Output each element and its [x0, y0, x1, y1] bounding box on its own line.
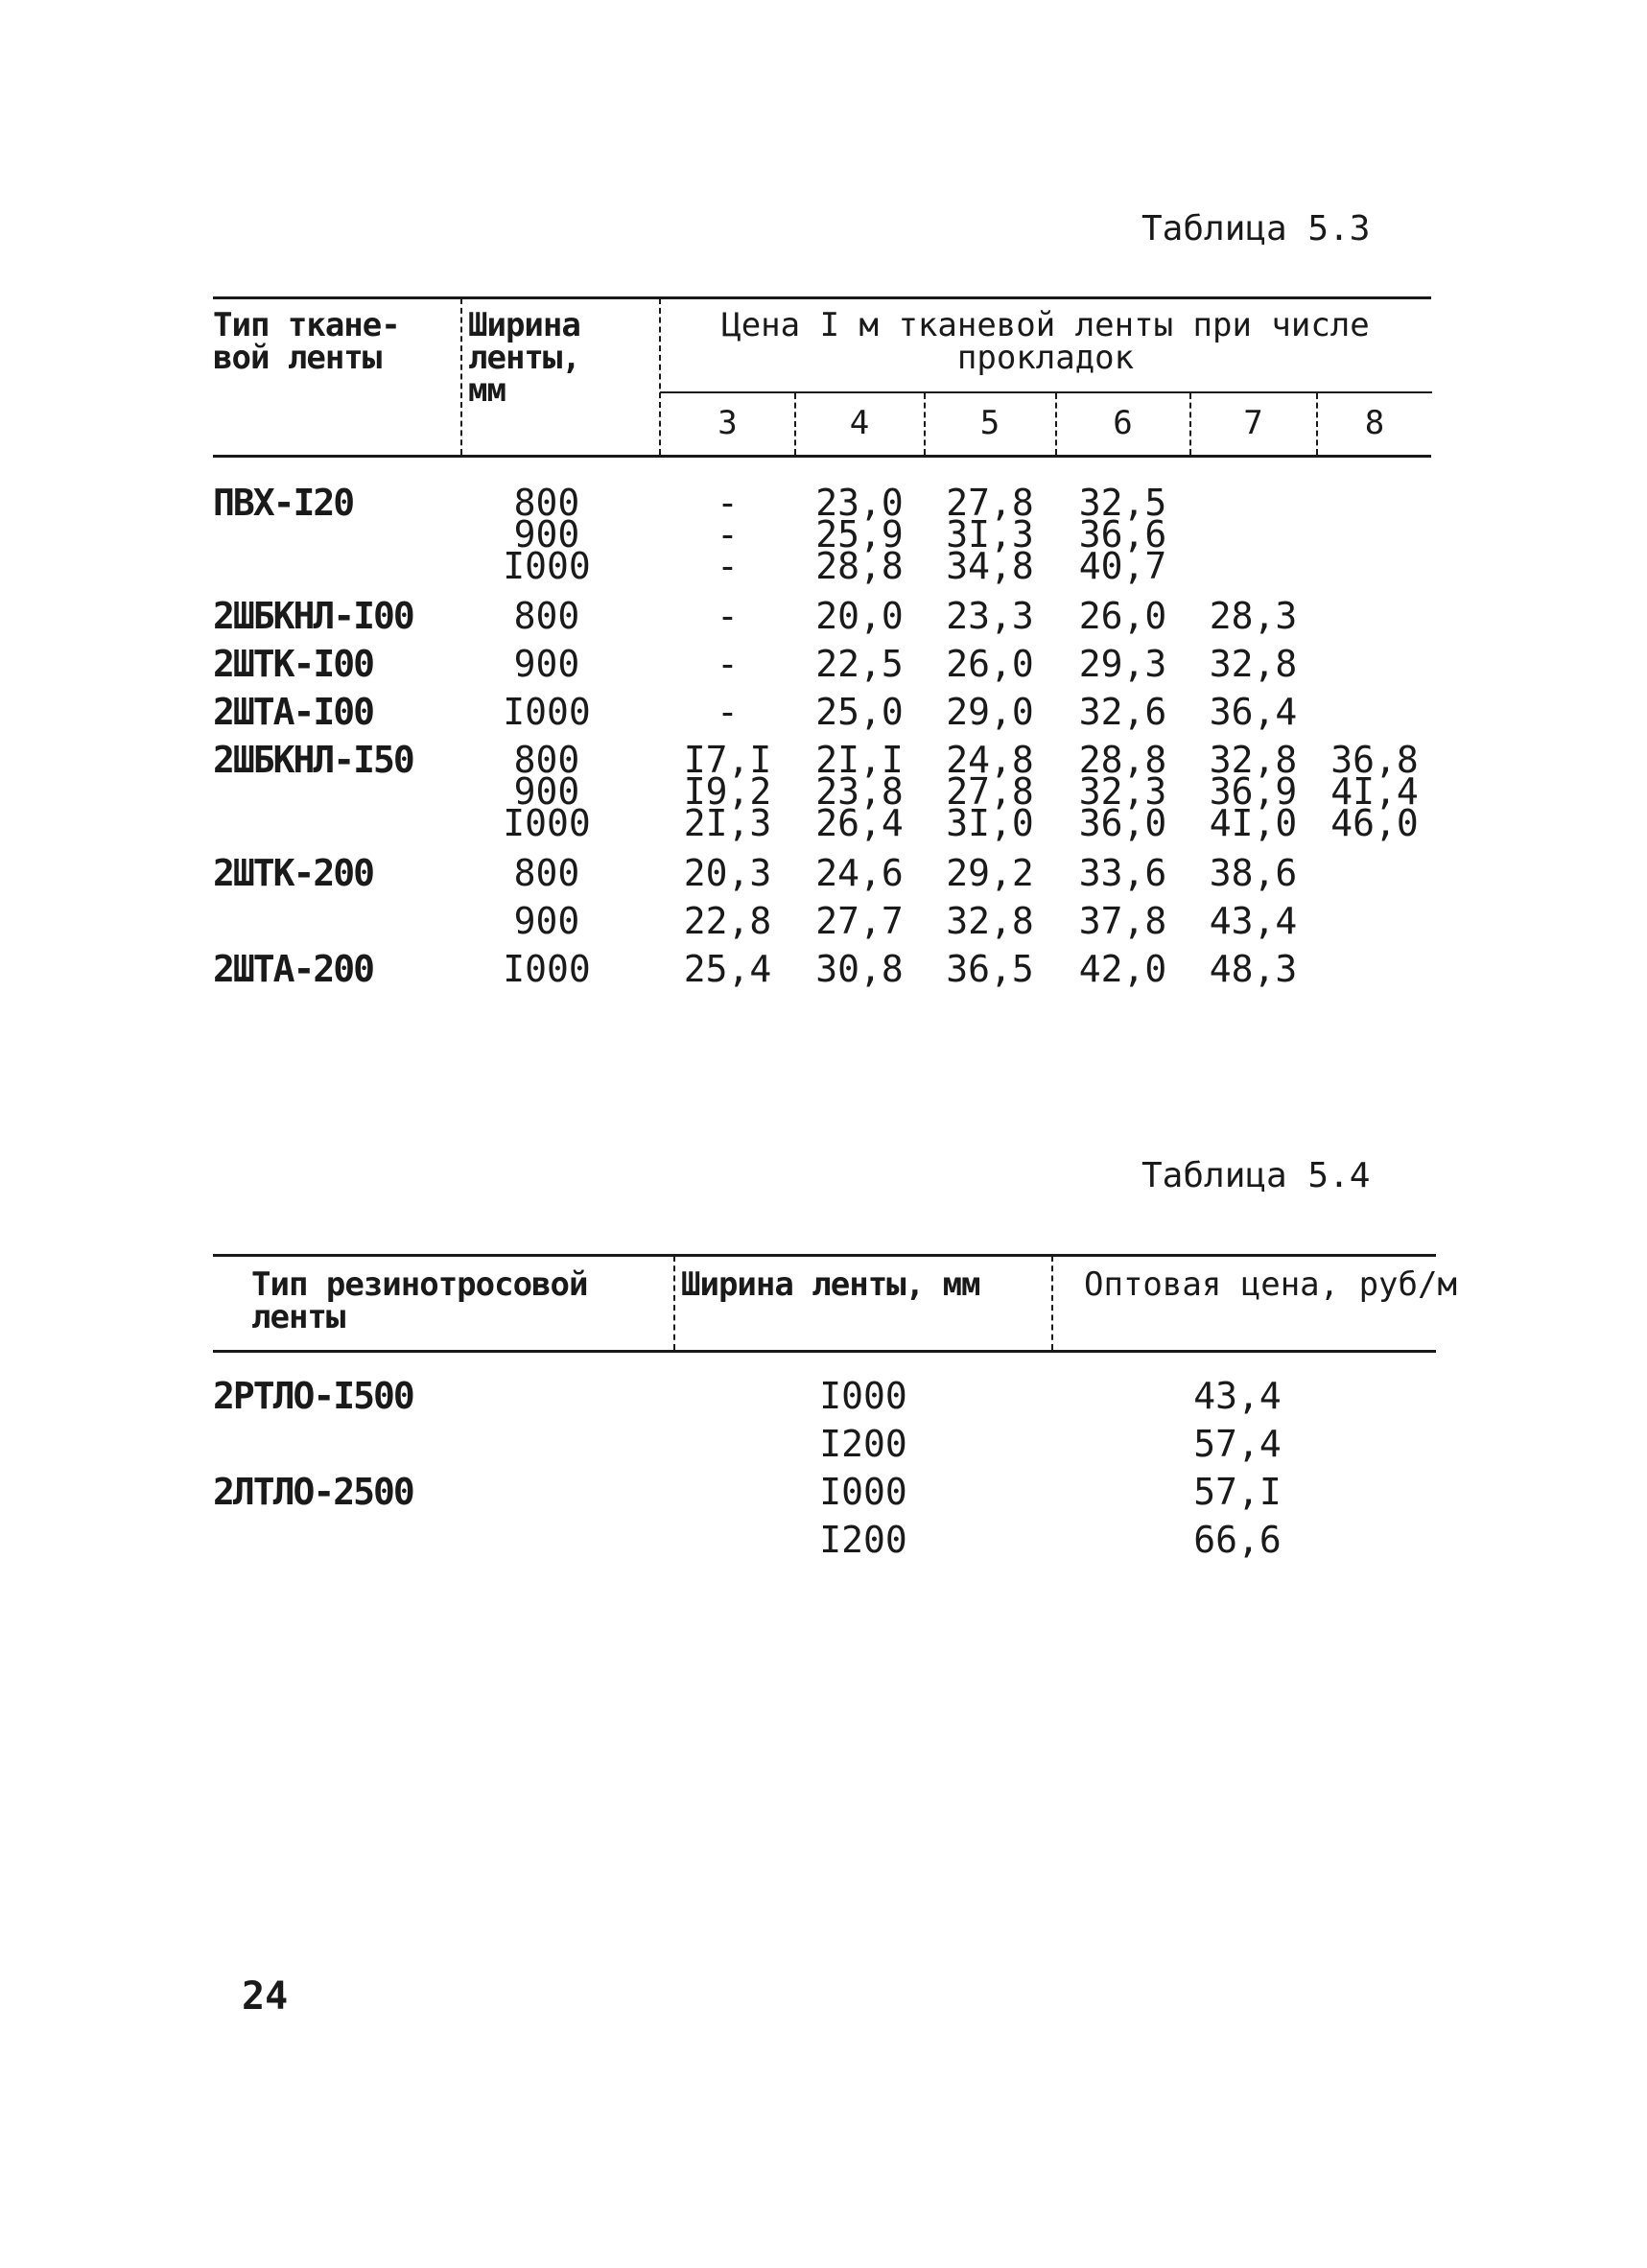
price-cell: 38,6	[1209, 852, 1298, 894]
belt-type-cell: 2ШБКНЛ-I00	[213, 595, 413, 637]
width-cell: 800	[513, 595, 580, 637]
price-cell: 26,0	[1078, 595, 1167, 637]
price-cell: 36,8 4I,4 46,0	[1330, 739, 1419, 844]
price-cell: 32,6	[1078, 691, 1167, 733]
width-cell: 900	[513, 643, 580, 685]
belt-type-cell: 2ШТК-200	[213, 852, 374, 894]
price-cell: 32,8	[946, 900, 1034, 942]
width-cell: 800 900 I000	[503, 739, 591, 844]
header-bottom-rule	[213, 1350, 1436, 1353]
price-cell: 48,3	[1209, 948, 1298, 990]
col-divider	[1051, 1256, 1053, 1350]
price-cell: 29,3	[1078, 643, 1167, 685]
price-cell: 24,6	[815, 852, 904, 894]
header-rope-belt-type: Тип резинотросовой ленты	[251, 1265, 588, 1336]
width-cell: 800	[513, 852, 580, 894]
page-number: 24	[242, 1974, 289, 2019]
price-cell: 32,8	[1209, 643, 1298, 685]
belt-type-cell: ПВХ-I20	[213, 482, 354, 524]
col-divider	[460, 298, 462, 455]
header-belt-width: Ширина ленты, мм	[681, 1265, 980, 1304]
price-cell: 43,4	[1209, 900, 1298, 942]
price-cell: 43,4	[1193, 1375, 1282, 1417]
price-cell: 28,3	[1209, 595, 1298, 637]
table-top-rule	[213, 1254, 1436, 1257]
price-cell: - - -	[717, 482, 739, 587]
price-cell: 20,0	[815, 595, 904, 637]
plies-3: 3	[718, 404, 738, 442]
price-cell: 20,3	[683, 852, 772, 894]
price-cell: 25,0	[815, 691, 904, 733]
price-cell: 36,4	[1209, 691, 1298, 733]
plies-5: 5	[979, 404, 1000, 442]
price-cell: 36,5	[946, 948, 1034, 990]
price-cell: 32,5 36,6 40,7	[1078, 482, 1167, 587]
width-cell: 900	[513, 900, 580, 942]
price-cell: 37,8	[1078, 900, 1167, 942]
price-cell: 28,8 32,3 36,0	[1078, 739, 1167, 844]
price-cell: 23,3	[946, 595, 1034, 637]
price-cell: 23,0 25,9 28,8	[815, 482, 904, 587]
belt-type-cell: 2ШТК-I00	[213, 643, 374, 685]
width-cell: 800 900 I000	[503, 482, 591, 587]
price-cell: 42,0	[1078, 948, 1167, 990]
price-cell: 30,8	[815, 948, 904, 990]
plies-7: 7	[1243, 404, 1263, 442]
header-belt-width: Ширина ленты, мм	[468, 306, 580, 410]
price-cell: -	[717, 595, 739, 637]
col-divider	[673, 1256, 675, 1350]
price-cell: 32,8 36,9 4I,0	[1209, 739, 1298, 844]
price-cell: 27,8 3I,3 34,8	[946, 482, 1034, 587]
width-cell: I200	[819, 1519, 907, 1561]
width-cell: I200	[819, 1423, 907, 1465]
price-cell: 57,4	[1193, 1423, 1282, 1465]
price-cell: 24,8 27,8 3I,0	[946, 739, 1034, 844]
price-cell: -	[717, 643, 739, 685]
belt-type-cell: 2ЛТЛО-2500	[213, 1471, 413, 1513]
price-cell: 26,0	[946, 643, 1034, 685]
belt-type-cell: 2ШБКНЛ-I50	[213, 739, 413, 781]
price-cell: 57,I	[1193, 1471, 1282, 1513]
belt-type-cell: 2РТЛО-I500	[213, 1375, 413, 1417]
plies-8: 8	[1364, 404, 1385, 442]
header-belt-type: Тип ткане- вой ленты	[213, 306, 400, 377]
price-cell: 27,7	[815, 900, 904, 942]
header-bottom-rule	[213, 455, 1431, 458]
plies-4: 4	[849, 404, 870, 442]
header-wholesale-price: Оптовая цена, руб/м	[1084, 1265, 1457, 1304]
width-cell: I000	[819, 1471, 907, 1513]
price-cell: 22,8	[683, 900, 772, 942]
price-cell: 66,6	[1193, 1519, 1282, 1561]
price-cell: 2I,I 23,8 26,4	[815, 739, 904, 844]
belt-type-cell: 2ШТА-I00	[213, 691, 374, 733]
price-cell: -	[717, 691, 739, 733]
col-divider	[659, 298, 661, 455]
price-cell: 25,4	[683, 948, 772, 990]
table-5-3-caption: Таблица 5.3	[1141, 209, 1371, 248]
table-5-4-caption: Таблица 5.4	[1141, 1156, 1371, 1195]
header-price-per-meter: Цена I м тканевой ленты при числе прокладок	[721, 306, 1370, 377]
width-cell: I000	[503, 691, 591, 733]
price-cell: 22,5	[815, 643, 904, 685]
price-cell: I7,I I9,2 2I,3	[683, 739, 772, 844]
price-cell: 29,2	[946, 852, 1034, 894]
belt-type-cell: 2ШТА-200	[213, 948, 374, 990]
price-cell: 29,0	[946, 691, 1034, 733]
plies-6: 6	[1113, 404, 1133, 442]
price-cell: 33,6	[1078, 852, 1167, 894]
table-top-rule	[213, 296, 1431, 299]
width-cell: I000	[503, 948, 591, 990]
width-cell: I000	[819, 1375, 907, 1417]
